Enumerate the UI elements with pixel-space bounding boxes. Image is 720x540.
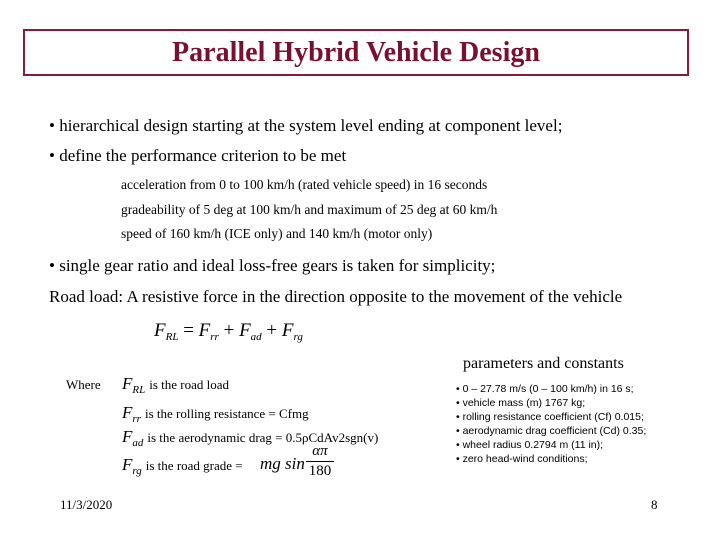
slide-title: Parallel Hybrid Vehicle Design bbox=[172, 37, 540, 68]
footer-date: 11/3/2020 bbox=[60, 497, 113, 512]
criterion-speed: speed of 160 km/h (ICE only) and 140 km/h (motor only) bbox=[121, 226, 433, 241]
bullet-gear-ratio: • single gear ratio and ideal loss-free gears is taken for simplicity; bbox=[49, 256, 496, 275]
params-list bbox=[456, 382, 646, 466]
definition-aerodynamic-drag: $F_{ad}$ is the aerodynamic drag = 0.5ρCdAv2sgn(v) bbox=[122, 427, 379, 449]
params-heading: parameters and constants bbox=[463, 355, 624, 372]
definition-road-load: $F_{RL}$ is the road load bbox=[122, 374, 230, 396]
param-drag-coefficient: • aerodynamic drag coefficient (Cd) 0.35; bbox=[456, 425, 647, 437]
param-headwind: • zero head-wind conditions; bbox=[456, 453, 588, 465]
param-wheel-radius: • wheel radius 0.2794 m (11 in); bbox=[456, 439, 604, 451]
criterion-gradeability: gradeability of 5 deg at 100 km/h and maximum of 25 deg at 60 km/h bbox=[121, 202, 498, 217]
grade-fraction bbox=[306, 443, 334, 480]
criterion-acceleration: acceleration from 0 to 100 km/h (rated vehicle speed) in 16 seconds bbox=[121, 177, 488, 192]
fraction-bar bbox=[306, 461, 334, 462]
param-acceleration: • 0 – 27.78 m/s (0 – 100 km/h) in 16 s; bbox=[456, 383, 634, 395]
grade-numerator: απ bbox=[312, 443, 328, 459]
bullet-hierarchical: • hierarchical design starting at the system level ending at component level; bbox=[49, 116, 563, 135]
where-label: Where bbox=[66, 377, 101, 392]
page-number: 8 bbox=[651, 497, 658, 512]
param-rolling-coefficient: • rolling resistance coefficient (Cf) 0.015; bbox=[456, 411, 644, 423]
definition-rolling-resistance: $F_{rr}$ is the rolling resistance = Cfmg bbox=[122, 403, 309, 425]
road-load-definition: Road load: A resistive force in the direction opposite to the movement of the vehicle bbox=[49, 287, 623, 306]
definition-road-grade: $F_{rg}$ is the road grade = bbox=[122, 455, 243, 477]
bullet-criterion: • define the performance criterion to be met bbox=[49, 146, 347, 165]
road-load-equation: $F_{RL} = F_{rr} + F_{ad} + F_{rg}$ bbox=[154, 320, 303, 343]
param-mass: • vehicle mass (m) 1767 kg; bbox=[456, 397, 586, 409]
grade-formula-mgsin: mg sin bbox=[260, 454, 305, 473]
grade-denominator: 180 bbox=[308, 463, 332, 479]
